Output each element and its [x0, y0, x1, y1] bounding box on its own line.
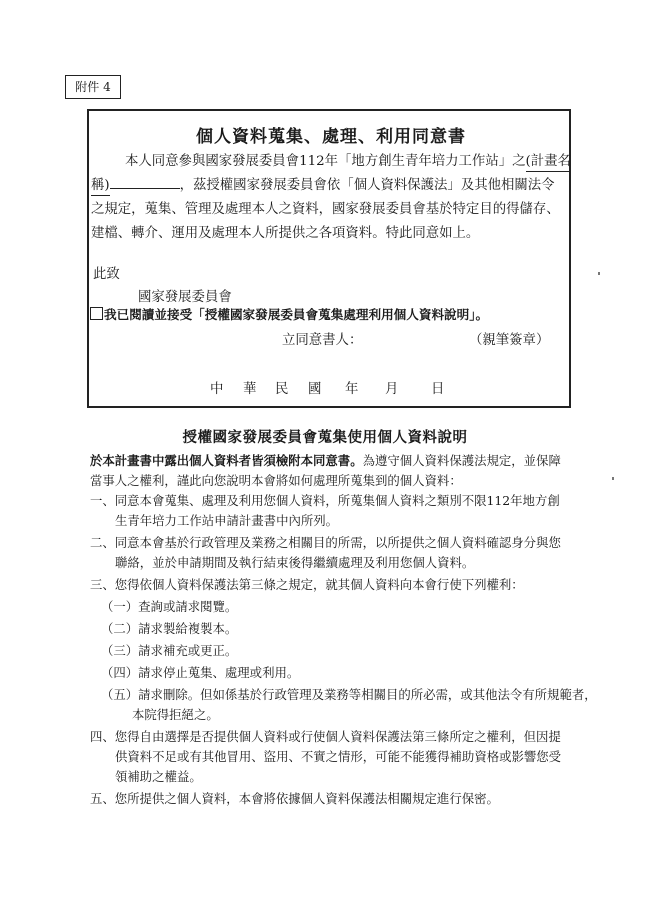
- consent-line-4: 建檔、轉介、運用及處理本人所提供之各項資料。特此同意如上。: [91, 226, 480, 241]
- item-4-line-3: 領補助之權益。: [115, 769, 202, 784]
- item-1-line-2: 生青年培力工作站申請計畫書中內所列。: [115, 513, 339, 528]
- consent-line-1: [125, 150, 571, 174]
- scan-speck: [612, 477, 614, 480]
- item-4-line-2: 供資料不足或有其他冒用、盜用、不實之情形，可能不能獲得補助資格或影響您受: [115, 749, 562, 764]
- intro-line-2: 當事人之權利，謹此向您說明本會將如何處理所蒐集到的個人資料：: [90, 473, 462, 488]
- consent-title: 個人資料蒐集、處理、利用同意書: [196, 127, 466, 147]
- item-3-sub-4: （四）請求停止蒐集、處理或利用。: [101, 665, 300, 680]
- item-4-line-1: 四、您得自由選擇是否提供個人資料或行使個人資料保護法第三條所定之權利，但因提: [90, 729, 561, 744]
- signer-label: 立同意書人：: [282, 333, 363, 348]
- date-char-3: 民: [275, 382, 289, 397]
- salutation: 此致: [93, 267, 120, 282]
- item-3-sub-5-line-2: 本院得拒絕之。: [132, 707, 219, 722]
- date-char-2: 華: [243, 382, 257, 397]
- recipient: 國家發展委員會: [138, 290, 232, 305]
- project-name-label-part1: (計畫名: [526, 153, 571, 172]
- date-day: 日: [431, 382, 445, 397]
- intro-line-1: [90, 451, 561, 471]
- date-month: 月: [385, 382, 399, 397]
- consent-line-2: [91, 174, 555, 198]
- intro-bold: 於本計畫書中露出個人資料者皆須檢附本同意書。: [90, 453, 363, 468]
- consent-line-3: 之規定，蒐集、管理及處理本人之資料，國家發展委員會基於特定目的得儲存、: [91, 202, 560, 217]
- date-char-4: 國: [308, 382, 322, 397]
- item-2-line-1: 二、同意本會基於行政管理及業務之相關目的所需，以所提供之個人資料確認身分與您: [90, 535, 561, 550]
- date-year: 年: [345, 382, 359, 397]
- item-3-sub-3: （三）請求補充或更正。: [101, 643, 238, 658]
- signature-note: （親筆簽章）: [469, 333, 550, 348]
- item-3-sub-1: （一）查詢或請求閱覽。: [101, 599, 238, 614]
- explanation-title: 授權國家發展委員會蒐集使用個人資料說明: [182, 429, 468, 446]
- item-5: 五、您所提供之個人資料，本會將依據個人資料保護法相關規定進行保密。: [90, 791, 499, 806]
- project-name-label-part2: 稱): [91, 177, 110, 196]
- date-char-1: 中: [210, 382, 224, 397]
- item-1-line-1: 一、同意本會蒐集、處理及利用您個人資料，所蒐集個人資料之類別不限112年地方創: [90, 493, 560, 508]
- item-3-line-1: 三、您得依個人資料保護法第三條之規定，就其個人資料向本會行使下列權利：: [90, 577, 524, 592]
- item-3-sub-2: （二）請求製給複製本。: [101, 621, 238, 636]
- consent-line-1-text: 本人同意參與國家發展委員會112年「地方創生青年培力工作站」之: [125, 154, 526, 169]
- intro-rest: 為遵守個人資料保護法規定，並保障: [362, 453, 561, 468]
- attachment-label: 附件 4: [65, 75, 121, 99]
- item-2-line-2: 聯絡，並於申請期間及執行結束後得繼續處理及利用您個人資料。: [115, 555, 475, 570]
- project-name-blank[interactable]: [110, 174, 180, 189]
- consent-form-box: [87, 109, 571, 408]
- read-consent-statement: 我已閱讀並接受「授權國家發展委員會蒐集處理利用個人資料說明」。: [104, 307, 489, 322]
- scan-speck: [598, 272, 600, 275]
- read-consent-row: [90, 303, 488, 327]
- item-3-sub-5-line-1: （五）請求刪除。但如係基於行政管理及業務等相關目的所必需，或其他法令有所規範者，: [101, 687, 597, 702]
- read-consent-checkbox[interactable]: [90, 307, 103, 320]
- consent-line-2-text: ，茲授權國家發展委員會依「個人資料保護法」及其他相關法令: [179, 178, 555, 193]
